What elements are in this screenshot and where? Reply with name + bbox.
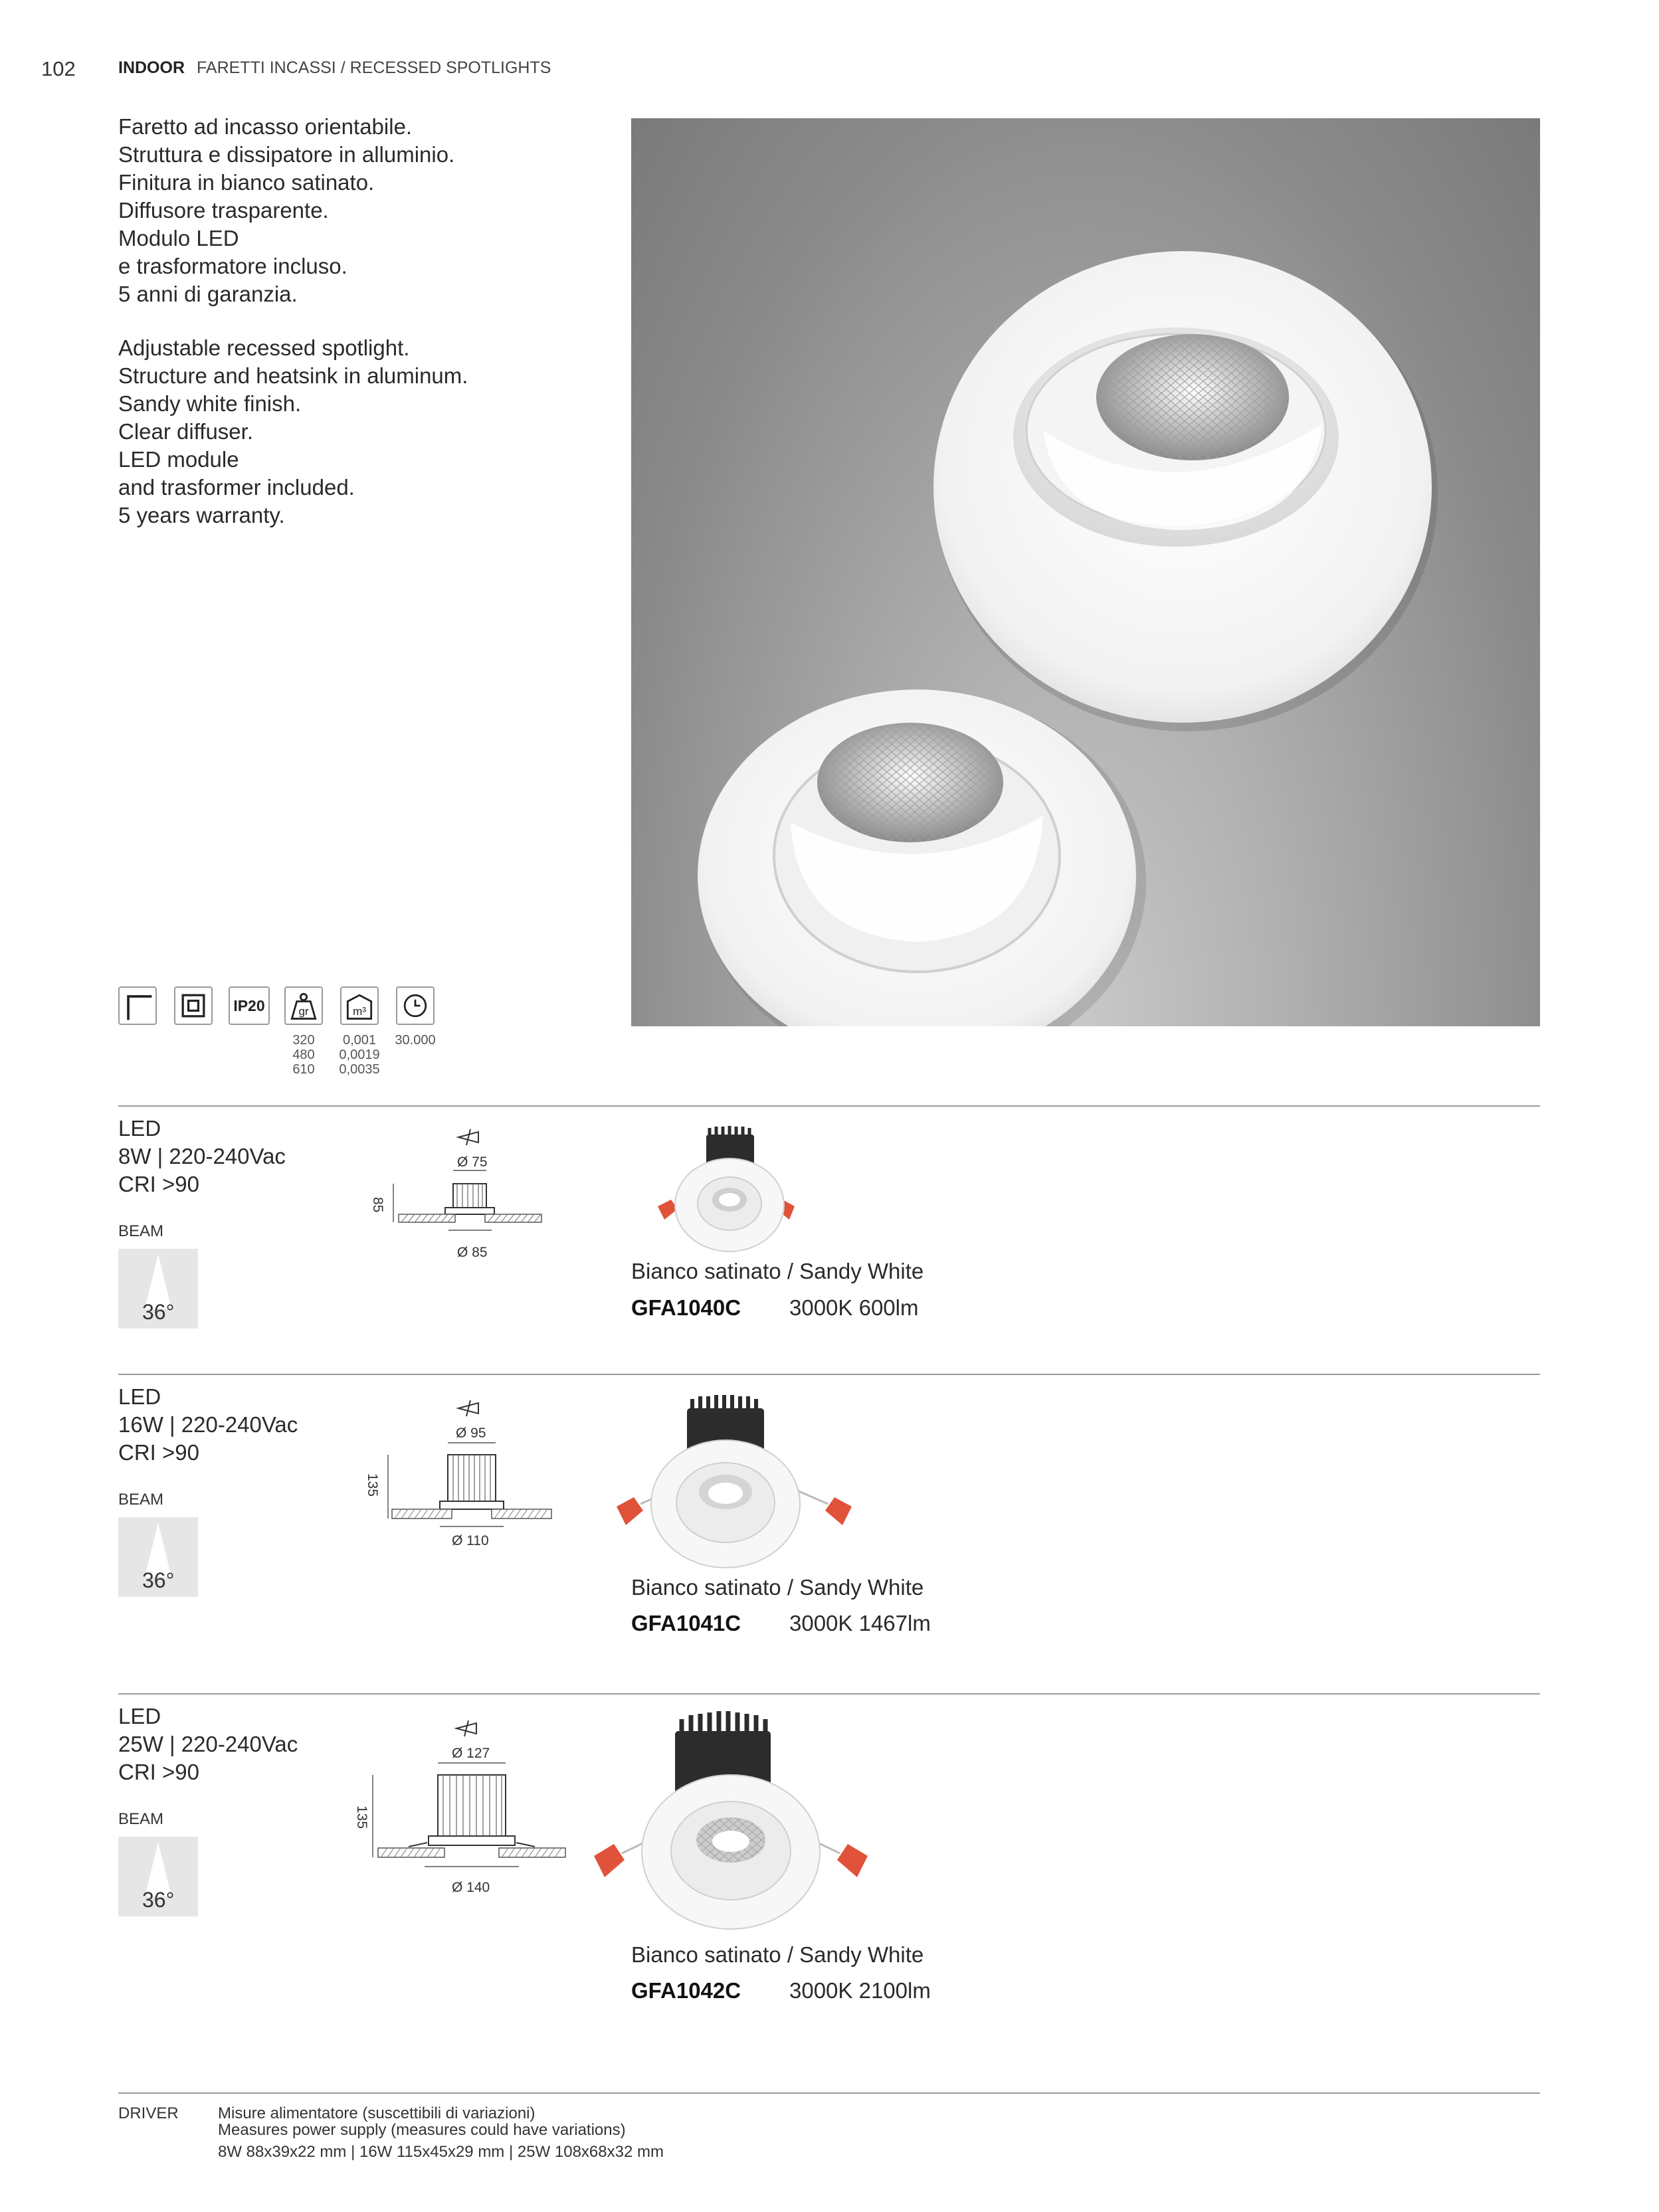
color-temp-lumen: 3000K 2100lm [789,1978,931,2003]
desc-line: and trasformer included. [118,475,355,500]
desc-line: Sandy white finish. [118,391,302,416]
volume-unit: m³ [353,1005,366,1018]
power-voltage: 16W | 220-240Vac [118,1412,298,1437]
desc-line: Modulo LED [118,226,239,250]
color-temp-lumen: 3000K 600lm [789,1295,919,1320]
finish-name: Bianco satinato / Sandy White [631,1259,924,1283]
volume-icon [340,986,379,1025]
desc-line: Struttura e dissipatore in alluminio. [118,142,455,167]
finish-name: Bianco satinato / Sandy White [631,1942,924,1967]
color-temp-lumen: 3000K 1467lm [789,1611,931,1635]
ip-rating-text: IP20 [233,997,265,1014]
volume-value: 0,0035 [339,1062,380,1077]
product-code: GFA1041C [631,1611,741,1635]
light-type: LED [118,1384,161,1409]
desc-line: Finitura in bianco satinato. [118,170,375,195]
power-voltage: 8W | 220-240Vac [118,1144,286,1168]
product-thumbnail [585,1708,877,1934]
dimension-top: Ø 127 [452,1746,490,1761]
desc-line: e trasformatore incluso. [118,254,347,278]
light-type: LED [118,1116,161,1141]
beam-label: BEAM [118,1810,164,1828]
beam-angle-box [118,1837,198,1916]
tilt-icon [458,1129,478,1145]
weight-icon [284,986,323,1025]
desc-line: Diffusore trasparente. [118,198,329,223]
weight-value: 610 [292,1062,315,1077]
desc-line: Adjustable recessed spotlight. [118,335,410,360]
divider [118,1105,1540,1107]
driver-note-en: Measures power supply (measures could have variations) [218,2121,626,2139]
description-english [118,334,468,529]
technical-drawing [379,1123,558,1249]
volume-values [332,1033,387,1077]
description-italian [118,113,454,308]
dimension-bottom: Ø 110 [452,1533,489,1548]
beam-angle-box [118,1249,198,1329]
cri-value: CRI >90 [118,1172,199,1196]
dimension-top: Ø 75 [457,1154,488,1170]
tilt-icon [458,1400,478,1416]
driver-label: DRIVER [118,2104,179,2122]
beam-angle-box [118,1517,198,1597]
driver-note-it: Misure alimentatore (suscettibili di variazioni) [218,2104,536,2122]
beam-label: BEAM [118,1491,164,1509]
driver-sizes: 8W 88x39x22 mm | 16W 115x45x29 mm | 25W 108x68x32 mm [218,2143,664,2161]
weight-value: 480 [292,1048,315,1062]
tilt-icon [456,1720,476,1736]
desc-line: Clear diffuser. [118,419,253,444]
volume-value: 0,0019 [339,1048,380,1062]
beam-angle: 36° [142,1568,175,1592]
lifetime-value: 30.000 [395,1033,436,1048]
dimension-height: 135 [365,1473,380,1497]
desc-line: LED module [118,447,239,472]
technical-drawing [369,1714,575,1893]
weight-values [284,1033,323,1077]
cri-value: CRI >90 [118,1760,199,1784]
divider [118,1374,1540,1375]
dimension-height: 85 [370,1197,385,1213]
dimension-bottom: Ø 85 [457,1245,488,1260]
desc-line: 5 years warranty. [118,503,285,527]
divider [118,2092,1540,2094]
desc-line: Faretto ad incasso orientabile. [118,114,413,139]
technical-drawing [379,1394,565,1546]
dimension-top: Ø 95 [456,1426,486,1441]
recessed-mount-icon [118,986,157,1025]
divider [118,1693,1540,1695]
dimension-bottom: Ø 140 [452,1880,490,1895]
beam-label: BEAM [118,1222,164,1240]
volume-value: 0,001 [342,1033,377,1048]
beam-angle: 36° [142,1888,175,1912]
desc-line: 5 anni di garanzia. [118,282,298,306]
cri-value: CRI >90 [118,1440,199,1465]
finish-name: Bianco satinato / Sandy White [631,1575,924,1600]
power-voltage: 25W | 220-240Vac [118,1732,298,1756]
page-number: 102 [41,57,76,80]
product-thumbnail [605,1392,864,1572]
product-thumbnail [638,1123,817,1255]
light-type: LED [118,1704,161,1728]
product-code: GFA1042C [631,1978,741,2003]
section-title: INDOOR [118,58,185,77]
weight-unit: gr [298,1005,309,1018]
ip-rating-badge [229,986,270,1025]
dimension-height: 135 [354,1805,369,1829]
desc-line: Structure and heatsink in aluminum. [118,363,468,388]
category-title: FARETTI INCASSI / RECESSED SPOTLIGHTS [197,58,551,77]
hero-product-photo [631,118,1540,1026]
product-code: GFA1040C [631,1295,741,1320]
lifetime-clock-icon [396,986,435,1025]
beam-angle: 36° [142,1300,175,1324]
weight-value: 320 [292,1033,315,1048]
class-ii-insulation-icon [174,986,213,1025]
